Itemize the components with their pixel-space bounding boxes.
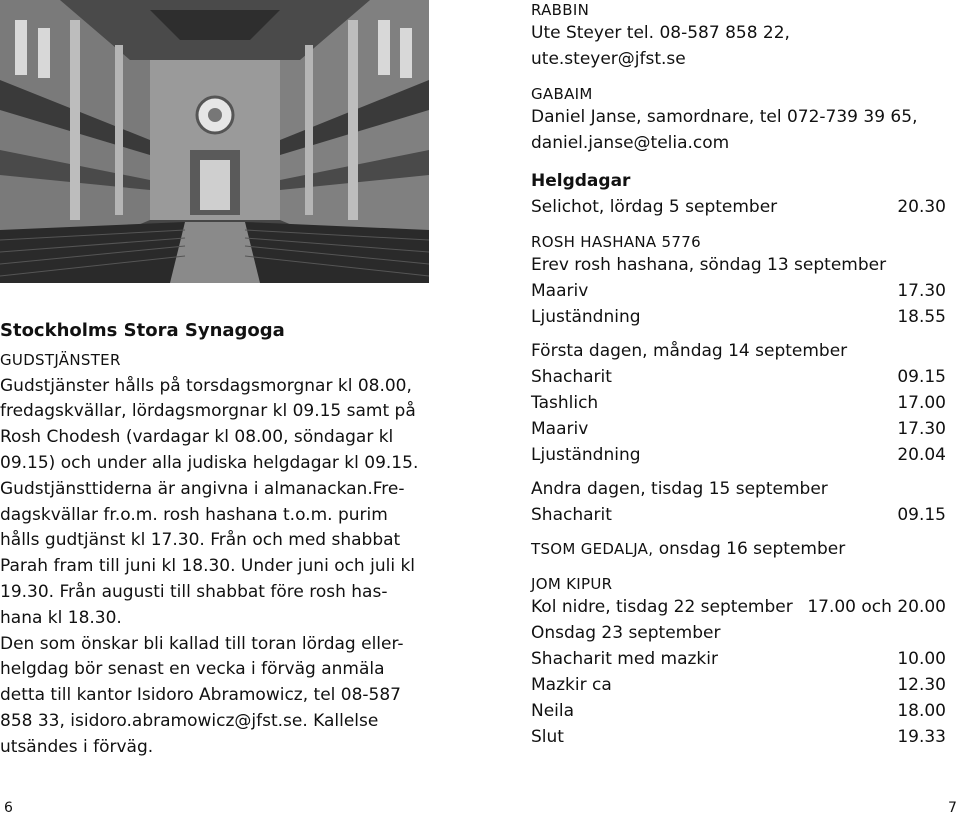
- row-time: 19.33: [897, 727, 946, 747]
- row-label: Slut: [531, 727, 564, 747]
- onsdag-heading: Onsdag 23 september: [531, 623, 721, 643]
- row-time: 17.30: [897, 281, 946, 301]
- tsom-text: onsdag 16 september: [653, 539, 846, 559]
- row-time: 12.30: [897, 675, 946, 695]
- row-label: Mazkir ca: [531, 675, 612, 695]
- gabaim-label: GABAIM: [531, 85, 593, 103]
- schedule-row: [531, 442, 946, 468]
- schedule-row: [531, 364, 946, 390]
- row-label: Shacharit: [531, 505, 612, 525]
- page-number-left: 6: [4, 800, 13, 816]
- synagogue-interior-photo: [0, 0, 429, 283]
- row-time: 20.04: [897, 445, 946, 465]
- jom-kipur-label: JOM KIPUR: [531, 575, 613, 593]
- schedule-row: [531, 698, 946, 724]
- row-label: Tashlich: [531, 393, 599, 413]
- row-time: 20.30: [897, 197, 946, 217]
- row-label: Neila: [531, 701, 575, 721]
- section-label: GUDSTJÄNSTER: [0, 350, 121, 369]
- rosh-hashana-label: ROSH HASHANA 5776: [531, 233, 701, 251]
- row-label: Shacharit: [531, 367, 612, 387]
- row-label: Selichot, lördag 5 september: [531, 197, 778, 217]
- gabaim-text: Daniel Janse, samordnare, tel 072-739 39 65, daniel.janse@telia.com: [531, 107, 918, 153]
- row-time: 09.15: [897, 505, 946, 525]
- day1-heading: Första dagen, måndag 14 september: [531, 341, 848, 361]
- erev-heading: Erev rosh hashana, söndag 13 september: [531, 255, 887, 275]
- rabbin-text: Ute Steyer tel. 08-587 858 22, ute.steyer@jfst.se: [531, 23, 790, 69]
- schedule-row: [531, 278, 946, 304]
- left-column: [0, 318, 428, 761]
- tsom-label: TSOM GEDALJA,: [531, 540, 654, 558]
- rabbin-label: RABBIN: [531, 1, 590, 19]
- tsom-gedalja-line: [531, 536, 946, 562]
- row-time: 10.00: [897, 649, 946, 669]
- row-label: Maariv: [531, 419, 589, 439]
- torah-call-paragraph: Den som önskar bli kallad till toran lördag eller-helgdag bör senast en vecka i förväg anmäla detta till kantor Isidoro Abramowicz, tel 08-587 858 33, isidoro.abramowicz@jfst.se. Kallelse utsändes i förväg.: [0, 633, 404, 757]
- schedule-row: [531, 416, 946, 442]
- row-time: 17.30: [897, 419, 946, 439]
- schedule-row: [531, 304, 946, 330]
- schedule-row: [531, 502, 946, 528]
- schedule-row: [531, 390, 946, 416]
- row-time: 17.00 och 20.00: [807, 597, 946, 617]
- helgdagar-title: Helgdagar: [531, 171, 631, 191]
- selichot-row: [531, 194, 946, 220]
- row-label: Kol nidre, tisdag 22 september: [531, 597, 793, 617]
- schedule-row: [531, 724, 946, 750]
- row-time: 09.15: [897, 367, 946, 387]
- page-number-right: 7: [948, 800, 957, 816]
- schedule-row: [531, 672, 946, 698]
- row-label: Maariv: [531, 281, 589, 301]
- services-paragraph: Gudstjänster hålls på torsdagsmorgnar kl 08.00, fredagskvällar, lördagsmorgnar kl 09.15 samt på Rosh Chodesh (vardagar kl 08.00, söndagar kl 09.15) och under alla judiska helgdagar kl 09.15. Gudstjänsttiderna är angivna i almanackan.Fre-dagskvällar fr.o.m. rosh hashana t.o.m. purim hålls gudtjänst kl 17.30. Från och med shabbat Parah fram till juni kl 18.30. Under juni och juli kl 19.30. Från augusti till shabbat före rosh has-hana kl 18.30.: [0, 375, 419, 628]
- day2-heading: Andra dagen, tisdag 15 september: [531, 479, 828, 499]
- row-time: 18.55: [897, 307, 946, 327]
- kol-nidre-row: [531, 594, 946, 620]
- synagogue-title: Stockholms Stora Synagoga: [0, 320, 285, 341]
- row-time: 17.00: [897, 393, 946, 413]
- row-time: 18.00: [897, 701, 946, 721]
- row-label: Ljuständning: [531, 445, 641, 465]
- row-label: Shacharit med mazkir: [531, 649, 718, 669]
- right-column: [531, 0, 946, 750]
- row-label: Ljuständning: [531, 307, 641, 327]
- schedule-row: [531, 646, 946, 672]
